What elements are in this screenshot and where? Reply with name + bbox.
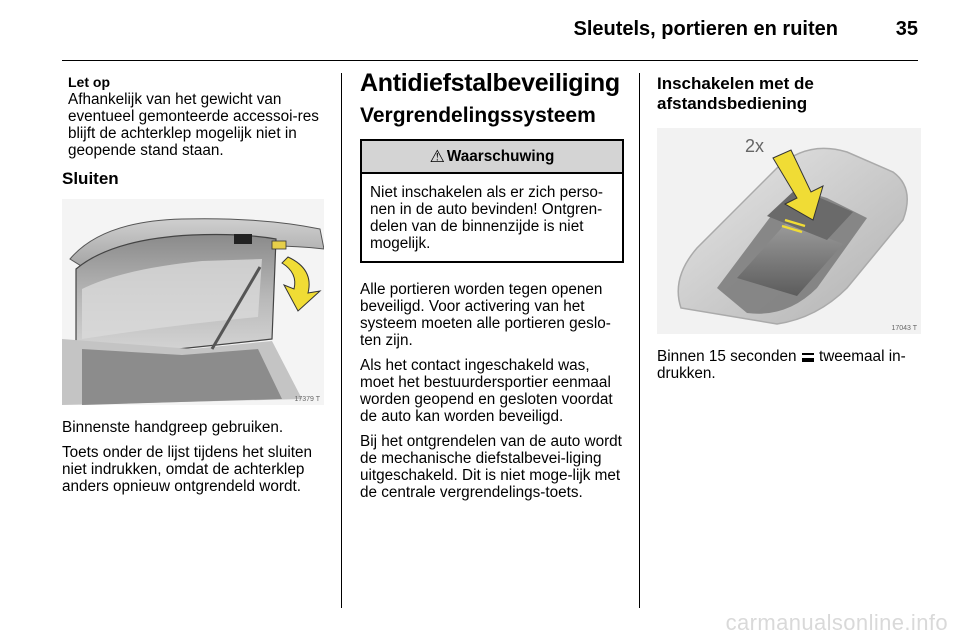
paragraph-text: tweemaal in-drukken.	[657, 348, 906, 382]
column-middle	[360, 69, 624, 509]
column-divider-left	[341, 73, 342, 608]
remote-key-drawing	[657, 128, 921, 334]
header-title: Sleutels, portieren en ruiten	[573, 18, 838, 40]
note-title: Let op	[68, 74, 110, 90]
paragraph: Binnenste handgreep gebruiken.	[62, 419, 284, 436]
figure-code: 17043 T	[891, 325, 917, 332]
section-heading-afstandsbediening: Inschakelen met de afstandsbediening	[657, 74, 814, 113]
column-right	[657, 74, 923, 390]
header-rule	[62, 60, 918, 61]
subheading-vergrendelingssysteem: Vergrendelingssysteem	[360, 104, 596, 127]
figure-label: 2x	[745, 136, 765, 156]
warning-title: Waarschuwing	[446, 147, 555, 165]
paragraph: Als het contact ingeschakeld was, moet het bestuurdersportier eenmaal worden geopend en gesloten voordat de auto kan worden beveiligd.	[360, 357, 613, 425]
tailgate-illustration	[62, 199, 324, 405]
tailgate-drawing	[62, 199, 324, 405]
warning-header	[362, 141, 622, 174]
column-divider-right	[639, 73, 640, 608]
paragraph: Bij het ontgrendelen van de auto wordt de mechanische diefstalbevei-liging uitgeschakeld. Dit is niet moge-lijk met de centrale vergrendelings-toets.	[360, 433, 622, 501]
column-left	[62, 74, 324, 503]
note-text: Afhankelijk van het gewicht van eventueel gemonteerde accessoi-res blijft de achterklep mogelijk niet in geopende stand staan.	[68, 91, 319, 159]
paragraph-text: Binnen 15 seconden	[657, 348, 797, 365]
watermark: carmanualsonline.info	[725, 610, 948, 635]
section-heading-antidiefstal: Antidiefstalbeveiliging	[360, 69, 620, 97]
warning-box	[360, 139, 624, 263]
section-heading-sluiten: Sluiten	[62, 169, 119, 188]
remote-key-illustration	[657, 128, 921, 334]
paragraph	[657, 348, 923, 382]
warning-triangle-icon: ⚠	[429, 146, 445, 166]
warning-text: Niet inschakelen als er zich perso-nen in de auto bevinden! Ontgren-delen van de binnenzijde is niet mogelijk.	[370, 184, 603, 252]
figure-code: 17379 T	[294, 396, 320, 403]
paragraph: Toets onder de lijst tijdens het sluiten niet indrukken, omdat de achterklep anders opnieuw ontgrendeld wordt.	[62, 444, 312, 495]
page-number: 35	[895, 18, 918, 40]
lock-button-icon	[802, 353, 814, 362]
paragraph: Alle portieren worden tegen openen beveiligd. Voor activering van het systeem moeten alle portieren geslo-ten zijn.	[360, 281, 611, 349]
